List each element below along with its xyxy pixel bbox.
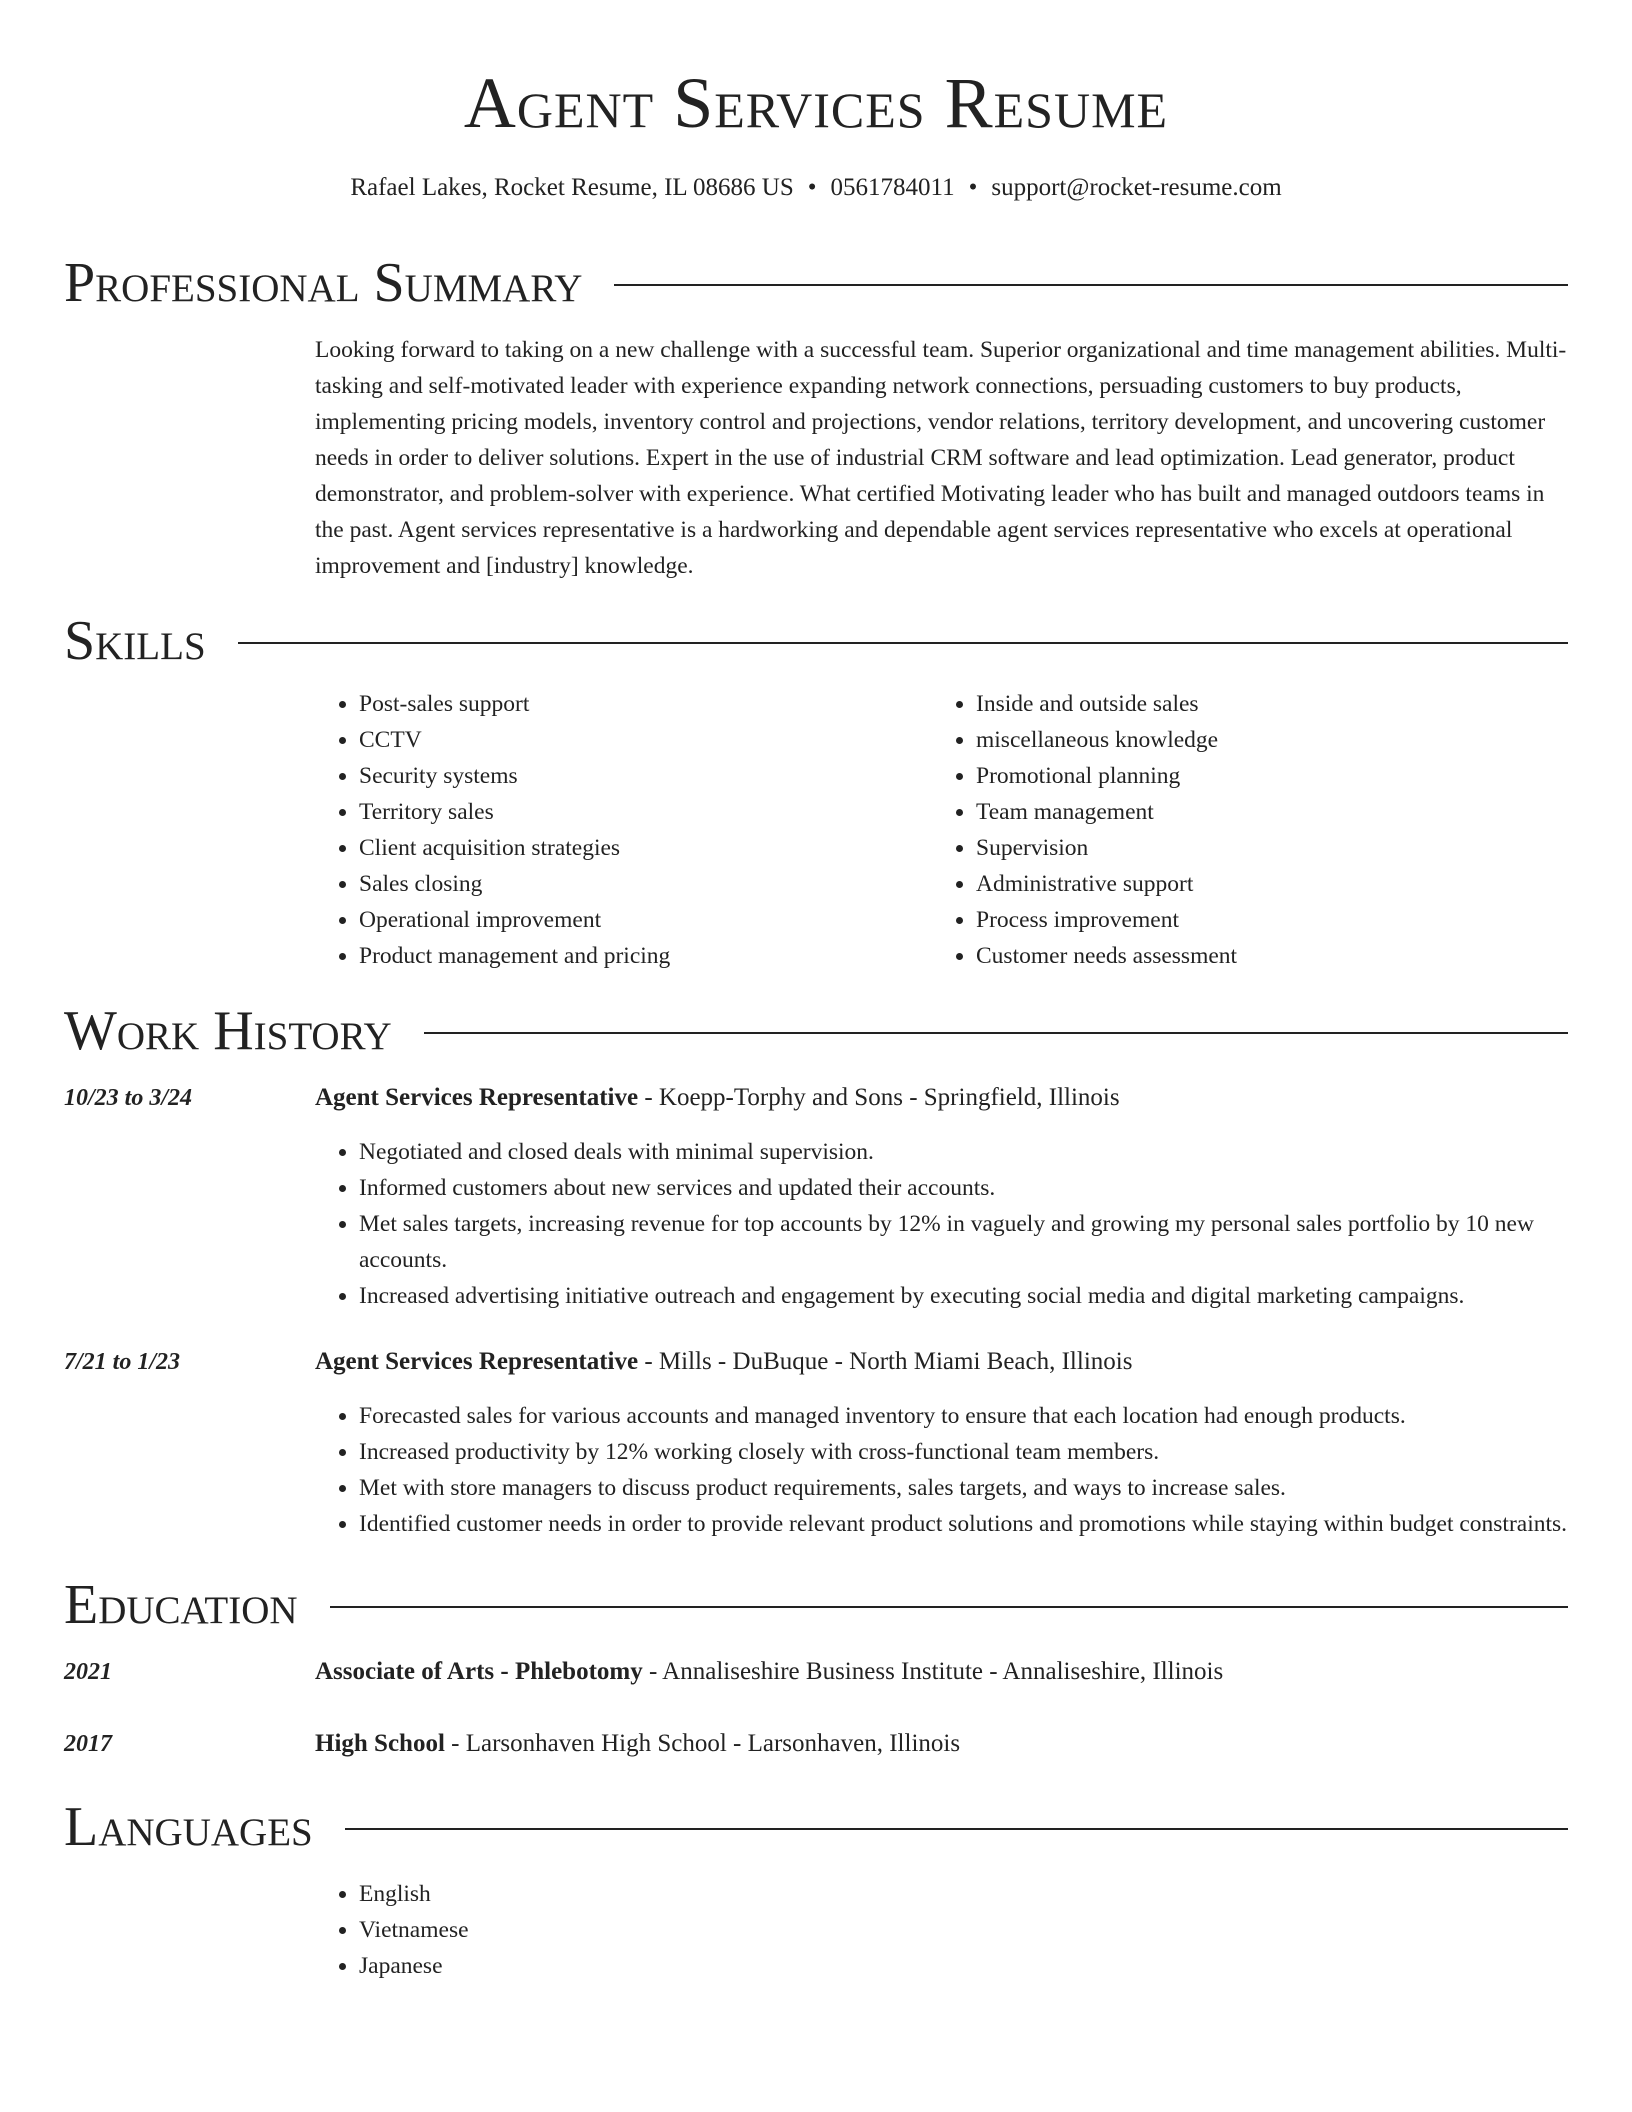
- section-divider: [424, 1032, 1568, 1034]
- job-bullet: • Increased advertising initiative outreach and engagement by executing social media and digital marketing campaigns.: [359, 1278, 1568, 1314]
- section-header: [64, 1792, 1568, 1862]
- skill-item: • Operational improvement: [359, 902, 932, 938]
- job-entry: [64, 1344, 1568, 1542]
- skill-item: • Security systems: [359, 758, 932, 794]
- skill-item: • Post-sales support: [359, 686, 932, 722]
- skill-item: • Administrative support: [976, 866, 1549, 902]
- job-bullet: • Identified customer needs in order to provide relevant product solutions and promotions while staying within budget constraints.: [359, 1506, 1568, 1542]
- resume-page: [64, 60, 1568, 1984]
- education-school: - Larsonhaven High School - Larsonhaven, Illinois: [444, 1730, 961, 1757]
- education-heading-line: [315, 1654, 1568, 1690]
- job-title: Agent Services Representative: [315, 1348, 639, 1375]
- work-history-section: [64, 996, 1568, 1542]
- job-title: Agent Services Representative: [315, 1084, 639, 1111]
- education-year: 2017: [64, 1731, 112, 1757]
- skill-item: • miscellaneous knowledge: [976, 722, 1549, 758]
- education-degree: Associate of Arts - Phlebotomy: [315, 1658, 643, 1685]
- section-header: [64, 1570, 1568, 1640]
- education-heading-line: [315, 1726, 1568, 1762]
- skill-item: • Territory sales: [359, 794, 932, 830]
- skill-item: • Client acquisition strategies: [359, 830, 932, 866]
- work-history-heading: Work History: [64, 1000, 392, 1062]
- job-bullet: • Met with store managers to discuss product requirements, sales targets, and ways to increase sales.: [359, 1470, 1568, 1506]
- languages-list: [315, 1876, 1568, 1984]
- skills-list-left: [315, 686, 932, 974]
- education-heading: Education: [64, 1574, 298, 1636]
- resume-title: Agent Services Resume: [463, 63, 1169, 143]
- skill-item: • CCTV: [359, 722, 932, 758]
- summary-text: Looking forward to taking on a new challenge with a successful team. Superior organizational and time management abilities. Multi-tasking and self-motivated leader with experience expanding network connections, persuading customers to buy products, implementing pricing models, inventory control and projections, vendor relations, territory development, and uncovering customer needs in order to deliver solutions. Expert in the use of industrial CRM software and lead optimization. Lead generator, product demonstrator, and problem-solver with experience. What certified Motivating leader who has built and managed outdoors teams in the past. Agent services representative is a hardworking and dependable agent services representative who excels at operational improvement and [industry] knowledge.: [315, 337, 1567, 579]
- job-bullets: [315, 1134, 1568, 1314]
- skill-item: • Team management: [976, 794, 1549, 830]
- skill-item: • Process improvement: [976, 902, 1549, 938]
- education-school: - Annaliseshire Business Institute - Annaliseshire, Illinois: [642, 1658, 1224, 1685]
- job-bullets: [315, 1398, 1568, 1542]
- job-entry: [64, 1080, 1568, 1314]
- job-dates: 10/23 to 3/24: [64, 1085, 193, 1111]
- skill-item: • Supervision: [976, 830, 1549, 866]
- language-item: • Vietnamese: [359, 1912, 1568, 1948]
- skill-item: • Product management and pricing: [359, 938, 932, 974]
- education-entry: [64, 1654, 1568, 1690]
- job-bullet: • Met sales targets, increasing revenue for top accounts by 12% in vaguely and growing my personal sales portfolio by 10 new accounts.: [359, 1206, 1568, 1278]
- job-heading: [315, 1344, 1568, 1380]
- languages-section: [64, 1792, 1568, 1984]
- section-divider: [614, 284, 1568, 286]
- skills-grid: [315, 686, 1568, 974]
- section-header: [64, 996, 1568, 1066]
- section-header: [64, 606, 1568, 676]
- section-divider: [330, 1606, 1568, 1608]
- job-dates: 7/21 to 1/23: [64, 1349, 181, 1375]
- education-entry: [64, 1726, 1568, 1762]
- languages-heading: Languages: [64, 1796, 313, 1858]
- contact-email: support@rocket-resume.com: [991, 174, 1282, 201]
- contact-phone: 0561784011: [830, 174, 955, 201]
- contact-separator: •: [807, 174, 817, 201]
- skills-section: [64, 606, 1568, 974]
- language-item: • English: [359, 1876, 1568, 1912]
- skill-item: • Promotional planning: [976, 758, 1549, 794]
- job-bullet: • Informed customers about new services and updated their accounts.: [359, 1170, 1568, 1206]
- skills-list-right: [932, 686, 1549, 974]
- job-bullet: • Forecasted sales for various accounts and managed inventory to ensure that each location had enough products.: [359, 1398, 1568, 1434]
- skill-item: • Inside and outside sales: [976, 686, 1549, 722]
- summary-heading: Professional Summary: [64, 252, 583, 314]
- job-heading: [315, 1080, 1568, 1116]
- education-section: [64, 1570, 1568, 1762]
- job-employer: - Mills - DuBuque - North Miami Beach, Illinois: [638, 1348, 1133, 1375]
- education-year: 2021: [64, 1659, 112, 1685]
- language-item: • Japanese: [359, 1948, 1568, 1984]
- summary-section: [64, 248, 1568, 584]
- section-divider: [238, 642, 1568, 644]
- contact-line: [64, 172, 1568, 204]
- section-header: [64, 248, 1568, 318]
- section-divider: [345, 1828, 1568, 1830]
- contact-separator: •: [968, 174, 978, 201]
- job-bullet: • Negotiated and closed deals with minimal supervision.: [359, 1134, 1568, 1170]
- skill-item: • Customer needs assessment: [976, 938, 1549, 974]
- education-degree: High School: [315, 1730, 445, 1757]
- job-employer: - Koepp-Torphy and Sons - Springfield, Illinois: [638, 1084, 1120, 1111]
- skills-heading: Skills: [64, 610, 206, 672]
- job-bullet: • Increased productivity by 12% working closely with cross-functional team members.: [359, 1434, 1568, 1470]
- contact-address: Rafael Lakes, Rocket Resume, IL 08686 US: [350, 174, 794, 201]
- skill-item: • Sales closing: [359, 866, 932, 902]
